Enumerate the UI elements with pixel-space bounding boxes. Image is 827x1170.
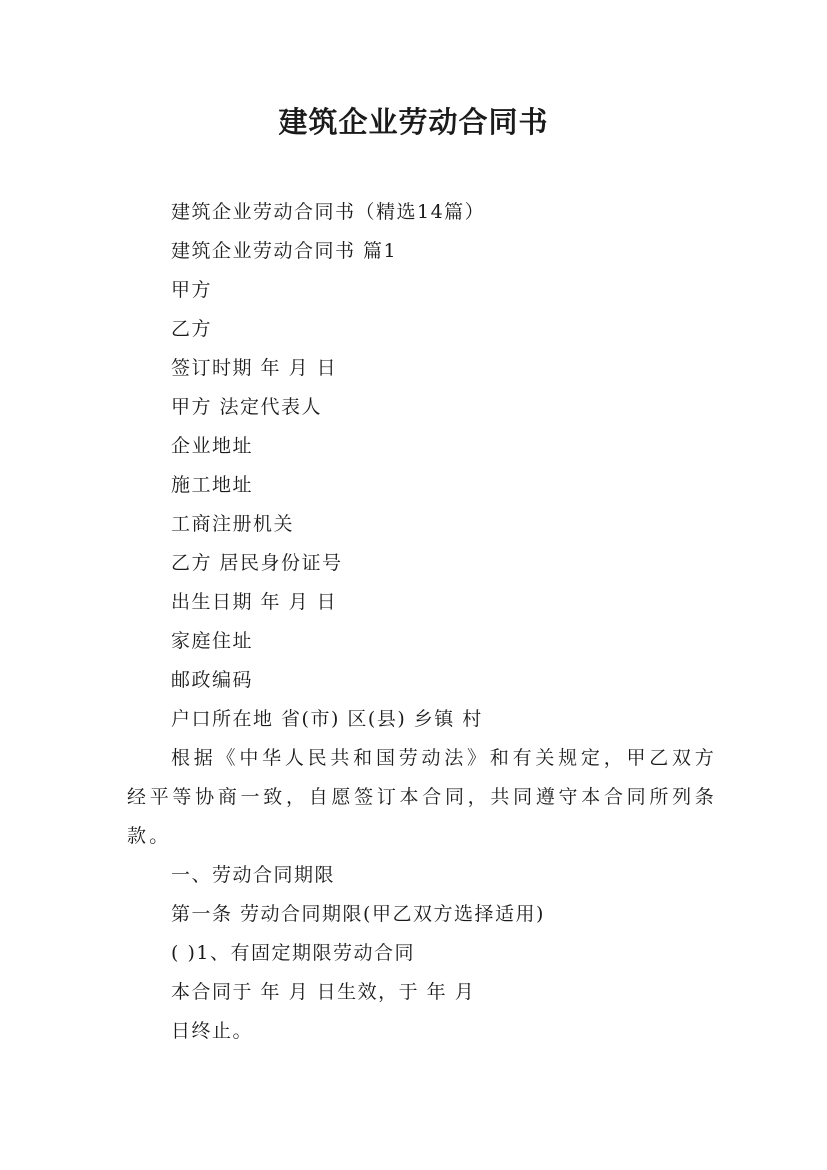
text-line: 第一条 劳动合同期限(甲乙双方选择适用): [171, 903, 545, 925]
text-line: 工商注册机关: [171, 513, 295, 535]
text-line: 签订时期 年 月 日: [171, 357, 338, 379]
text-line: 施工地址: [171, 474, 254, 496]
text-line: 乙方 居民身份证号: [171, 552, 343, 574]
text-line: 家庭住址: [171, 630, 254, 652]
text-line: 户口所在地 省(市) 区(县) 乡镇 村: [171, 708, 483, 730]
text-line: 企业地址: [171, 435, 254, 457]
text-line: 建筑企业劳动合同书 篇1: [171, 240, 398, 262]
document-title: 建筑企业劳动合同书: [278, 105, 549, 139]
text-line: 出生日期 年 月 日: [171, 591, 338, 613]
text-line: ( )1、有固定期限劳动合同: [171, 942, 415, 964]
document-body: [127, 193, 717, 1051]
text-line: 本合同于 年 月 日生效，于 年 月: [171, 981, 476, 1003]
text-line: 甲方 法定代表人: [171, 396, 323, 418]
text-line: 日终止。: [171, 1020, 254, 1042]
text-line: 邮政编码: [171, 669, 254, 691]
text-line: 乙方: [171, 318, 213, 340]
text-line: 甲方: [171, 279, 213, 301]
body-paragraph: 根据《中华人民共和国劳动法》和有关规定，甲乙双方经平等协商一致，自愿签订本合同，共同遵守本合同所列条款。: [127, 747, 717, 847]
text-line: 建筑企业劳动合同书（精选14篇）: [171, 201, 486, 223]
section-heading: 一、劳动合同期限: [171, 864, 336, 886]
